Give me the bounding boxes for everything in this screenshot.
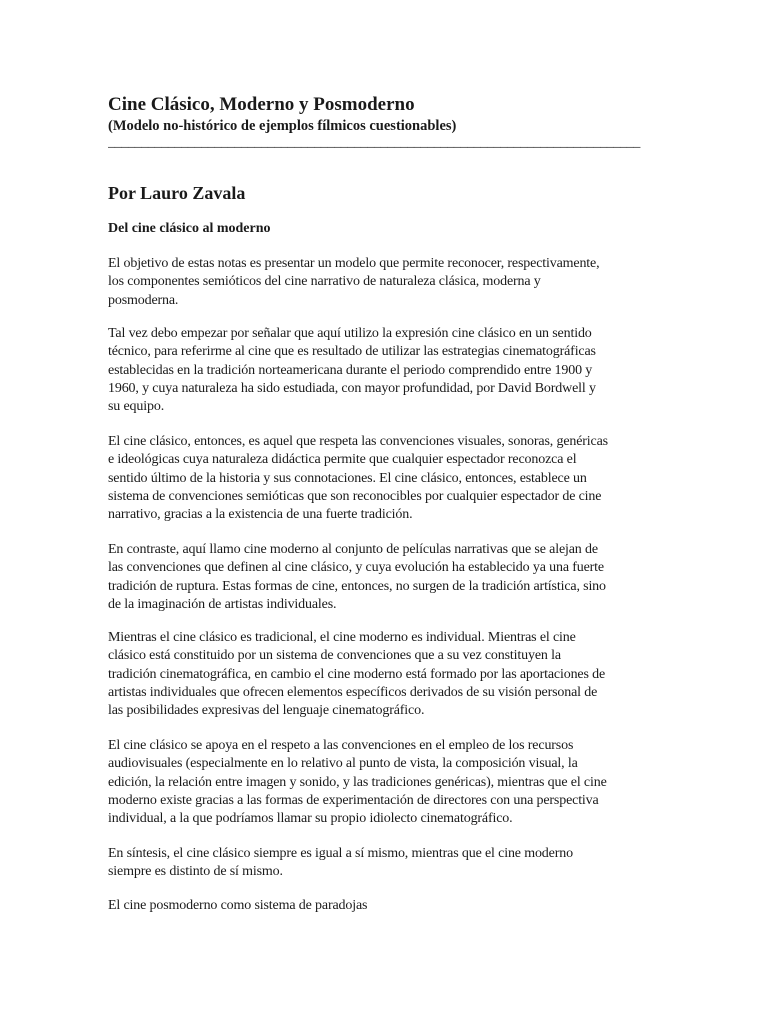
subsection-heading [108, 897, 660, 915]
paragraph-line: moderno existe gracias a las formas de experimentación de directores con una perspectiva [108, 792, 599, 808]
paragraph-line: clásico está constituido por un sistema de convenciones que a su vez constituyen la [108, 648, 561, 664]
paragraph-6 [108, 737, 660, 828]
paragraph-line: establecidas en la tradición norteamericana durante el periodo comprendido entre 1900 y [108, 362, 593, 378]
paragraph-line: audiovisuales (especialmente en lo relativo al punto de vista, la composición visual, la [108, 756, 578, 772]
paragraph-line: las convenciones que definen al cine clásico, y cuya evolución ha establecido ya una fuerte [108, 560, 604, 576]
paragraph-line: de la imaginación de artistas individuales. [108, 596, 337, 612]
paragraph-line: sentido último de la historia y sus connotaciones. El cine clásico, entonces, establece un [108, 470, 587, 486]
paragraph-line: posmoderna. [108, 292, 179, 308]
paragraph-line: Tal vez debo empezar por señalar que aquí utilizo la expresión cine clásico en un sentido [108, 326, 592, 341]
title-divider: ________________________________________________________________________________ [108, 135, 641, 150]
paragraph-line: En contraste, aquí llamo cine moderno al conjunto de películas narrativas que se alejan de [108, 542, 598, 557]
paragraph-line: tradición cinematográfica, en cambio el cine moderno está formado por las aportaciones de [108, 666, 606, 682]
paragraph-line: e ideológicas cuya naturaleza didáctica permite que cualquier espectador reconozca el [108, 452, 577, 468]
paragraph-3 [108, 433, 660, 524]
paragraph-7 [108, 845, 660, 882]
paragraph-line: narrativo, gracias a la existencia de una fuerte tradición. [108, 507, 413, 523]
paragraph-line: En síntesis, el cine clásico siempre es igual a sí mismo, mientras que el cine moderno [108, 846, 573, 861]
paragraph-4 [108, 541, 660, 614]
paragraph-1 [108, 255, 660, 310]
document-title: Cine Clásico, Moderno y Posmoderno [108, 94, 415, 115]
paragraph-line: El cine clásico, entonces, es aquel que respeta las convenciones visuales, sonoras, genéricas [108, 434, 608, 449]
paragraph-line: técnico, para referirme al cine que es resultado de utilizar las estrategias cinematográficas [108, 344, 596, 360]
paragraph-line: El cine clásico se apoya en el respeto a las convenciones en el empleo de los recursos [108, 738, 574, 753]
paragraph-line: los componentes semióticos del cine narrativo de naturaleza clásica, moderna y [108, 274, 541, 290]
author-byline: Por Lauro Zavala [108, 183, 246, 203]
paragraph-line: su equipo. [108, 399, 165, 415]
paragraph-line: El objetivo de estas notas es presentar un modelo que permite reconocer, respectivamente, [108, 256, 600, 271]
paragraph-line: tradición de ruptura. Estas formas de cine, entonces, no surgen de la tradición artística, sino [108, 578, 606, 594]
section-heading: Del cine clásico al moderno [108, 221, 271, 236]
paragraph-line: edición, la relación entre imagen y sonido, y las tradiciones genéricas), mientras que el cine [108, 774, 607, 790]
paragraph-line: artistas individuales que ofrecen elementos específicos derivados de su visión personal de [108, 684, 598, 700]
paragraph-line: individual, a la que podríamos llamar su propio idiolecto cinematográfico. [108, 811, 513, 827]
paragraph-line: El cine posmoderno como sistema de paradojas [108, 898, 368, 913]
paragraph-line: sistema de convenciones semióticas que son reconocibles por cualquier espectador de cine [108, 488, 602, 504]
paragraph-line: siempre es distinto de sí mismo. [108, 864, 283, 880]
paragraph-line: las posibilidades expresivas del lenguaje cinematográfico. [108, 703, 425, 719]
document-subtitle: (Modelo no-histórico de ejemplos fílmicos cuestionables) [108, 118, 457, 134]
paragraph-line: 1960, y cuya naturaleza ha sido estudiada, con mayor profundidad, por David Bordwell y [108, 380, 596, 396]
paragraph-2 [108, 325, 660, 416]
paragraph-line: Mientras el cine clásico es tradicional, el cine moderno es individual. Mientras el cine [108, 630, 576, 645]
paragraph-5 [108, 629, 660, 720]
